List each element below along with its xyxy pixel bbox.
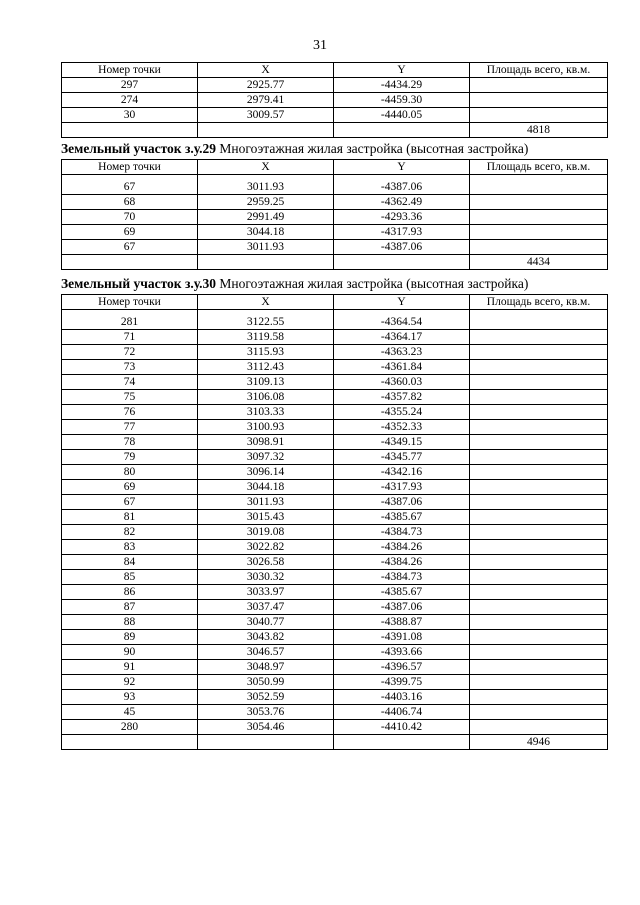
y-coordinate-cell: -4396.57	[334, 660, 470, 675]
point-number-cell: 80	[62, 465, 198, 480]
area-cell	[470, 600, 608, 615]
x-coordinate-cell: 3054.46	[198, 720, 334, 735]
empty-cell	[62, 123, 198, 138]
point-number-cell: 89	[62, 630, 198, 645]
y-coordinate-cell: -4349.15	[334, 435, 470, 450]
total-area-row	[62, 255, 608, 270]
area-cell	[470, 78, 608, 93]
point-number-cell: 86	[62, 585, 198, 600]
table-row	[62, 630, 608, 645]
point-number-cell: 274	[62, 93, 198, 108]
y-coordinate-cell: -4360.03	[334, 375, 470, 390]
x-coordinate-cell: 3026.58	[198, 555, 334, 570]
point-number-cell: 67	[62, 180, 198, 195]
table-header-row	[62, 160, 608, 175]
table-row	[62, 108, 608, 123]
point-number-cell: 281	[62, 315, 198, 330]
section-title-plot-29	[61, 141, 607, 157]
coordinates-table-plot-29	[61, 159, 608, 270]
table-row	[62, 660, 608, 675]
table-row	[62, 690, 608, 705]
y-coordinate-cell: -4393.66	[334, 645, 470, 660]
y-coordinate-cell: -4403.16	[334, 690, 470, 705]
y-coordinate-cell: -4385.67	[334, 585, 470, 600]
y-coordinate-cell: -4387.06	[334, 600, 470, 615]
x-coordinate-cell: 3030.32	[198, 570, 334, 585]
point-number-cell: 88	[62, 615, 198, 630]
x-coordinate-cell: 3052.59	[198, 690, 334, 705]
x-coordinate-cell: 3119.58	[198, 330, 334, 345]
table-row	[62, 435, 608, 450]
y-header: Y	[334, 160, 470, 175]
x-header: X	[198, 295, 334, 310]
table-row	[62, 540, 608, 555]
table-row	[62, 375, 608, 390]
x-header: X	[198, 63, 334, 78]
empty-cell	[198, 123, 334, 138]
table-row	[62, 390, 608, 405]
area-cell	[470, 405, 608, 420]
point-number-cell: 67	[62, 240, 198, 255]
y-coordinate-cell: -4406.74	[334, 705, 470, 720]
x-coordinate-cell: 3053.76	[198, 705, 334, 720]
area-cell	[470, 690, 608, 705]
x-coordinate-cell: 2925.77	[198, 78, 334, 93]
y-coordinate-cell: -4387.06	[334, 240, 470, 255]
x-coordinate-cell: 2979.41	[198, 93, 334, 108]
table-row	[62, 510, 608, 525]
table-row	[62, 195, 608, 210]
x-coordinate-cell: 3112.43	[198, 360, 334, 375]
x-coordinate-cell: 3044.18	[198, 480, 334, 495]
total-area-value: 4434	[470, 255, 608, 270]
point-number-cell: 30	[62, 108, 198, 123]
point-number-cell: 45	[62, 705, 198, 720]
table-row	[62, 240, 608, 255]
y-coordinate-cell: -4317.93	[334, 225, 470, 240]
area-cell	[470, 510, 608, 525]
y-coordinate-cell: -4345.77	[334, 450, 470, 465]
y-coordinate-cell: -4362.49	[334, 195, 470, 210]
area-cell	[470, 390, 608, 405]
point-number-cell: 73	[62, 360, 198, 375]
point-number-cell: 90	[62, 645, 198, 660]
y-coordinate-cell: -4364.54	[334, 315, 470, 330]
x-coordinate-cell: 3043.82	[198, 630, 334, 645]
point-number-cell: 69	[62, 225, 198, 240]
empty-cell	[62, 735, 198, 750]
table-row	[62, 420, 608, 435]
area-cell	[470, 645, 608, 660]
y-coordinate-cell: -4399.75	[334, 675, 470, 690]
x-coordinate-cell: 3115.93	[198, 345, 334, 360]
table-row	[62, 93, 608, 108]
table-row	[62, 555, 608, 570]
section-title-rest: Многоэтажная жилая застройка (высотная застройка)	[216, 276, 529, 291]
x-header: X	[198, 160, 334, 175]
point-number-header: Номер точки	[62, 295, 198, 310]
table-row	[62, 180, 608, 195]
point-number-cell: 81	[62, 510, 198, 525]
x-coordinate-cell: 3040.77	[198, 615, 334, 630]
section-title-bold: Земельный участок з.у.29	[61, 141, 217, 156]
table-header-row	[62, 295, 608, 310]
y-coordinate-cell: -4363.23	[334, 345, 470, 360]
table-row	[62, 78, 608, 93]
point-number-cell: 280	[62, 720, 198, 735]
x-coordinate-cell: 3011.93	[198, 180, 334, 195]
table-row	[62, 615, 608, 630]
area-cell	[470, 705, 608, 720]
area-cell	[470, 720, 608, 735]
empty-cell	[198, 255, 334, 270]
y-coordinate-cell: -4384.73	[334, 525, 470, 540]
empty-cell	[334, 735, 470, 750]
y-coordinate-cell: -4459.30	[334, 93, 470, 108]
table-row	[62, 465, 608, 480]
area-cell	[470, 450, 608, 465]
point-number-cell: 82	[62, 525, 198, 540]
x-coordinate-cell: 2991.49	[198, 210, 334, 225]
x-coordinate-cell: 3022.82	[198, 540, 334, 555]
area-cell	[470, 360, 608, 375]
x-coordinate-cell: 3037.47	[198, 600, 334, 615]
area-cell	[470, 570, 608, 585]
area-cell	[470, 315, 608, 330]
y-coordinate-cell: -4388.87	[334, 615, 470, 630]
point-number-header: Номер точки	[62, 63, 198, 78]
table-row	[62, 525, 608, 540]
y-coordinate-cell: -4384.26	[334, 555, 470, 570]
point-number-cell: 76	[62, 405, 198, 420]
table-row	[62, 360, 608, 375]
x-coordinate-cell: 3019.08	[198, 525, 334, 540]
area-cell	[470, 93, 608, 108]
point-number-cell: 70	[62, 210, 198, 225]
table-row	[62, 480, 608, 495]
x-coordinate-cell: 3096.14	[198, 465, 334, 480]
point-number-cell: 83	[62, 540, 198, 555]
area-cell	[470, 345, 608, 360]
point-number-cell: 71	[62, 330, 198, 345]
y-coordinate-cell: -4357.82	[334, 390, 470, 405]
table-row	[62, 705, 608, 720]
x-coordinate-cell: 3100.93	[198, 420, 334, 435]
area-cell	[470, 225, 608, 240]
area-cell	[470, 615, 608, 630]
area-cell	[470, 180, 608, 195]
area-header: Площадь всего, кв.м.	[470, 63, 608, 78]
point-number-cell: 93	[62, 690, 198, 705]
area-cell	[470, 495, 608, 510]
area-cell	[470, 195, 608, 210]
x-coordinate-cell: 3048.97	[198, 660, 334, 675]
point-number-cell: 74	[62, 375, 198, 390]
table-row	[62, 450, 608, 465]
x-coordinate-cell: 3122.55	[198, 315, 334, 330]
table-row	[62, 345, 608, 360]
area-cell	[470, 465, 608, 480]
area-cell	[470, 630, 608, 645]
empty-cell	[334, 123, 470, 138]
x-coordinate-cell: 3044.18	[198, 225, 334, 240]
y-coordinate-cell: -4342.16	[334, 465, 470, 480]
x-coordinate-cell: 2959.25	[198, 195, 334, 210]
area-cell	[470, 585, 608, 600]
table-row	[62, 330, 608, 345]
area-cell	[470, 525, 608, 540]
y-header: Y	[334, 63, 470, 78]
x-coordinate-cell: 3097.32	[198, 450, 334, 465]
table-row	[62, 495, 608, 510]
point-number-cell: 85	[62, 570, 198, 585]
x-coordinate-cell: 3109.13	[198, 375, 334, 390]
y-coordinate-cell: -4434.29	[334, 78, 470, 93]
point-number-cell: 92	[62, 675, 198, 690]
x-coordinate-cell: 3046.57	[198, 645, 334, 660]
point-number-cell: 68	[62, 195, 198, 210]
x-coordinate-cell: 3011.93	[198, 240, 334, 255]
coordinates-table-plot-30	[61, 294, 608, 750]
y-coordinate-cell: -4384.73	[334, 570, 470, 585]
table-row	[62, 600, 608, 615]
y-coordinate-cell: -4293.36	[334, 210, 470, 225]
area-header: Площадь всего, кв.м.	[470, 160, 608, 175]
y-coordinate-cell: -4355.24	[334, 405, 470, 420]
x-coordinate-cell: 3033.97	[198, 585, 334, 600]
x-coordinate-cell: 3103.33	[198, 405, 334, 420]
point-number-cell: 72	[62, 345, 198, 360]
point-number-cell: 78	[62, 435, 198, 450]
x-coordinate-cell: 3106.08	[198, 390, 334, 405]
coordinates-table-continued	[61, 62, 608, 138]
point-number-cell: 87	[62, 600, 198, 615]
area-cell	[470, 480, 608, 495]
area-cell	[470, 540, 608, 555]
point-number-cell: 84	[62, 555, 198, 570]
point-number-cell: 69	[62, 480, 198, 495]
x-coordinate-cell: 3009.57	[198, 108, 334, 123]
table-row	[62, 225, 608, 240]
table-row	[62, 405, 608, 420]
area-header: Площадь всего, кв.м.	[470, 295, 608, 310]
area-cell	[470, 330, 608, 345]
y-header: Y	[334, 295, 470, 310]
x-coordinate-cell: 3050.99	[198, 675, 334, 690]
area-cell	[470, 435, 608, 450]
section-title-bold: Земельный участок з.у.30	[61, 276, 217, 291]
section-title-rest: Многоэтажная жилая застройка (высотная застройка)	[216, 141, 529, 156]
point-number-cell: 75	[62, 390, 198, 405]
table-header-row	[62, 63, 608, 78]
table-row	[62, 585, 608, 600]
y-coordinate-cell: -4385.67	[334, 510, 470, 525]
total-area-row	[62, 123, 608, 138]
area-cell	[470, 108, 608, 123]
total-area-value: 4818	[470, 123, 608, 138]
area-cell	[470, 375, 608, 390]
empty-cell	[62, 255, 198, 270]
area-cell	[470, 660, 608, 675]
y-coordinate-cell: -4317.93	[334, 480, 470, 495]
empty-cell	[198, 735, 334, 750]
x-coordinate-cell: 3098.91	[198, 435, 334, 450]
y-coordinate-cell: -4364.17	[334, 330, 470, 345]
y-coordinate-cell: -4352.33	[334, 420, 470, 435]
area-cell	[470, 210, 608, 225]
point-number-header: Номер точки	[62, 160, 198, 175]
area-cell	[470, 420, 608, 435]
total-area-row	[62, 735, 608, 750]
y-coordinate-cell: -4410.42	[334, 720, 470, 735]
table-row	[62, 675, 608, 690]
table-row	[62, 720, 608, 735]
point-number-cell: 91	[62, 660, 198, 675]
x-coordinate-cell: 3011.93	[198, 495, 334, 510]
area-cell	[470, 240, 608, 255]
empty-cell	[334, 255, 470, 270]
y-coordinate-cell: -4384.26	[334, 540, 470, 555]
x-coordinate-cell: 3015.43	[198, 510, 334, 525]
area-cell	[470, 675, 608, 690]
table-row	[62, 645, 608, 660]
area-cell	[470, 555, 608, 570]
y-coordinate-cell: -4361.84	[334, 360, 470, 375]
point-number-cell: 297	[62, 78, 198, 93]
y-coordinate-cell: -4387.06	[334, 180, 470, 195]
page-number: 31	[313, 38, 327, 53]
table-row	[62, 570, 608, 585]
section-title-plot-30	[61, 276, 607, 292]
total-area-value: 4946	[470, 735, 608, 750]
point-number-cell: 67	[62, 495, 198, 510]
y-coordinate-cell: -4391.08	[334, 630, 470, 645]
y-coordinate-cell: -4440.05	[334, 108, 470, 123]
point-number-cell: 79	[62, 450, 198, 465]
y-coordinate-cell: -4387.06	[334, 495, 470, 510]
point-number-cell: 77	[62, 420, 198, 435]
table-row	[62, 210, 608, 225]
table-row	[62, 315, 608, 330]
